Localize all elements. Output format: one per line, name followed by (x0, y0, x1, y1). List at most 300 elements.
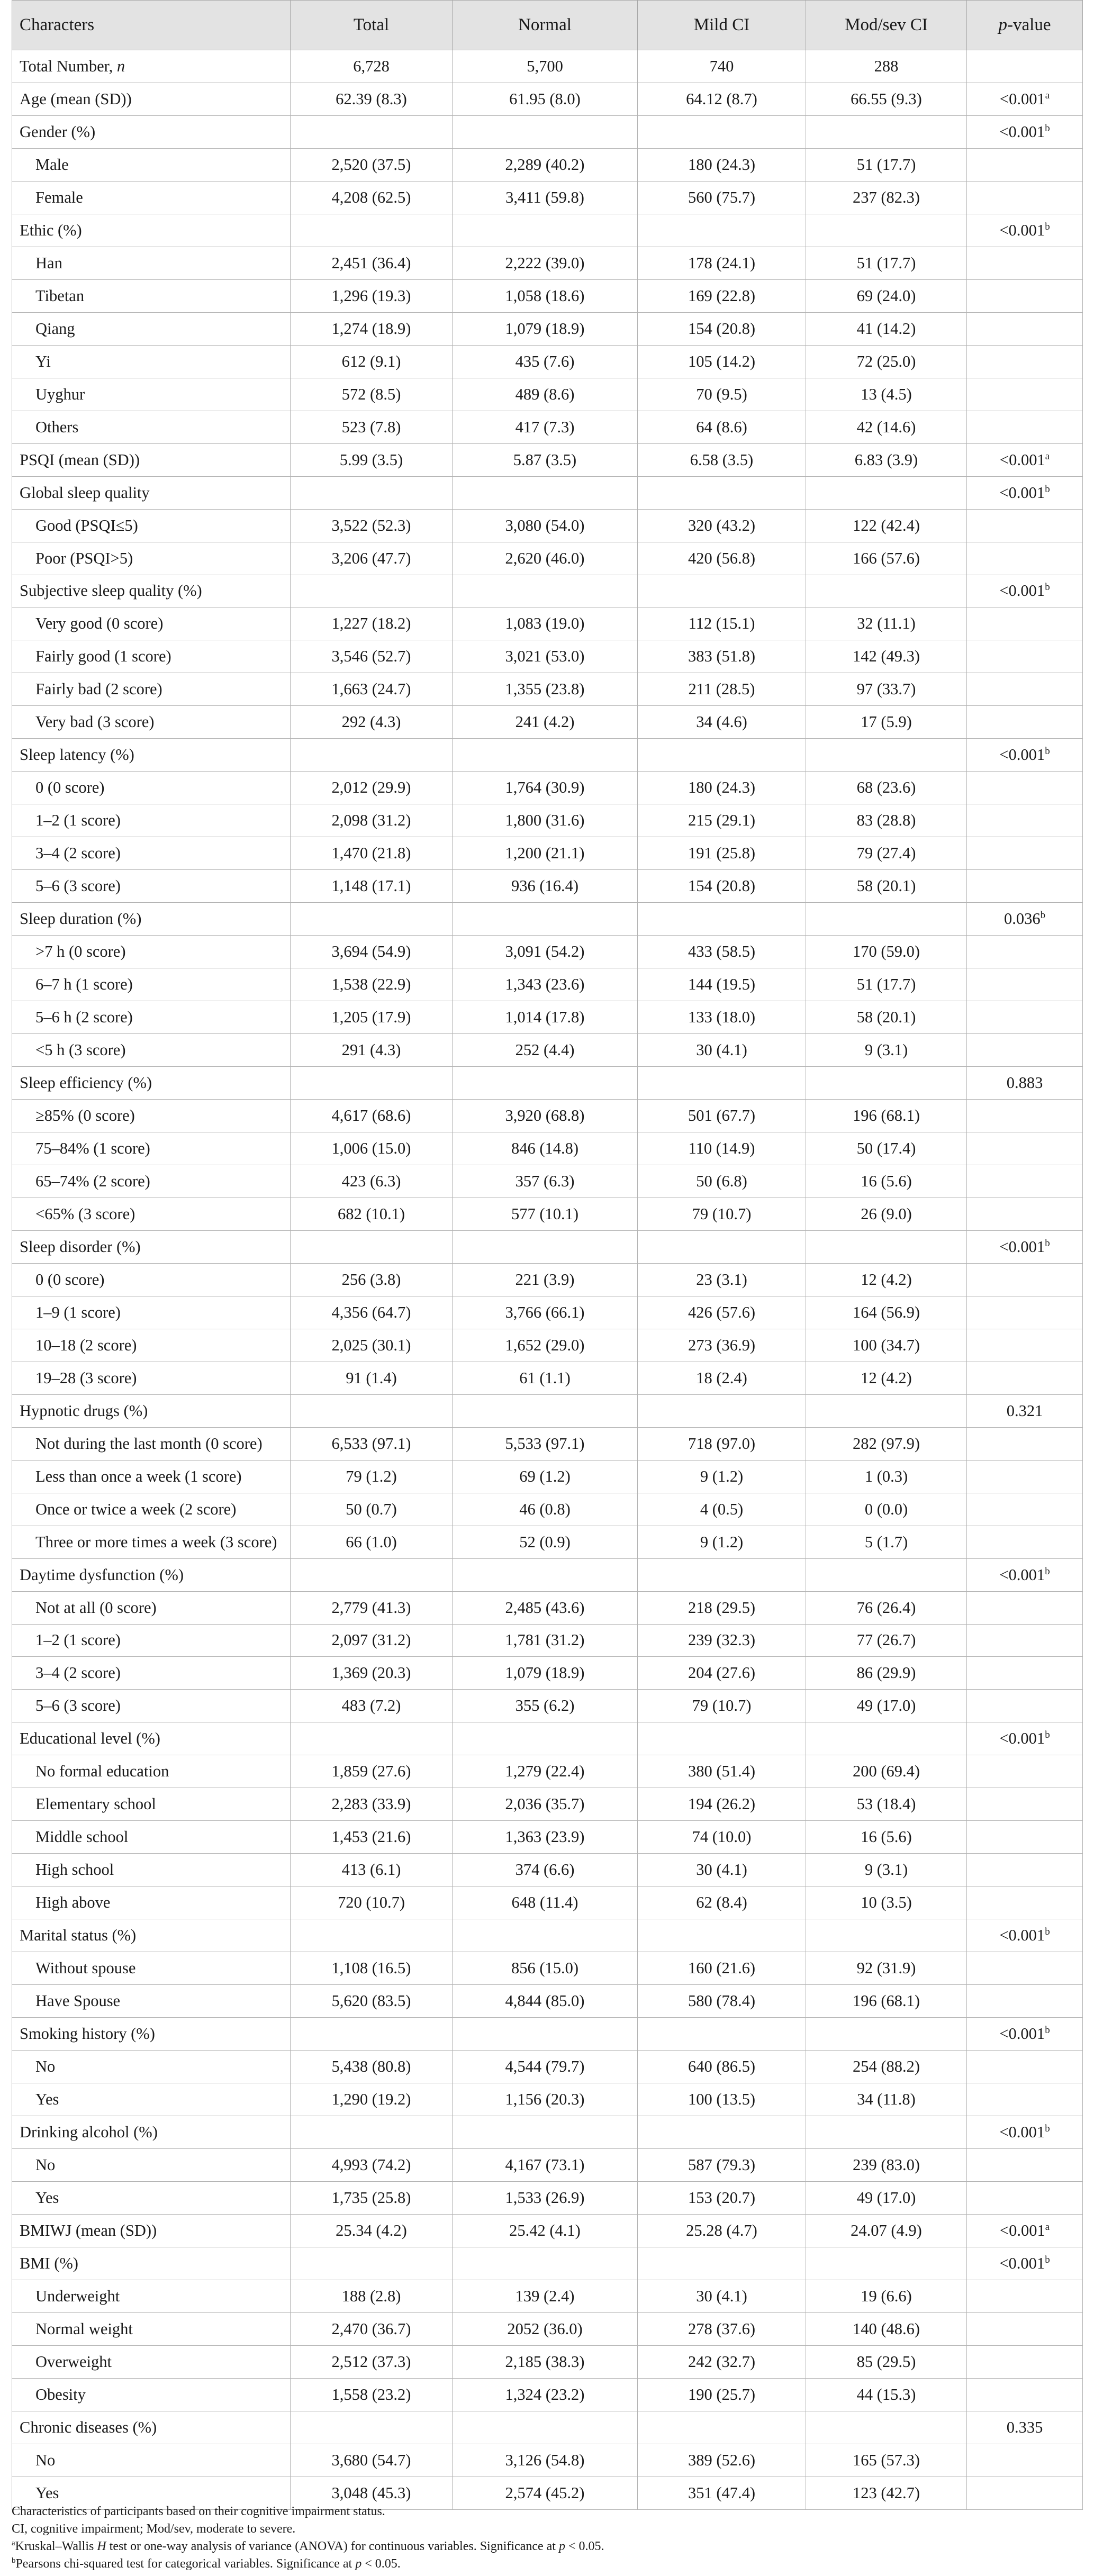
row-label-text: 10–18 (2 score) (35, 1336, 137, 1354)
cell-mild-ci (638, 575, 806, 607)
row-label (12, 1165, 291, 1198)
table-row-category (12, 115, 1083, 148)
footnote-b-marker: b (12, 2556, 16, 2565)
table-row-subitem (12, 279, 1083, 312)
cell-normal: 69 (1.2) (453, 1460, 638, 1493)
cell-p-value (967, 148, 1083, 181)
table-row-subitem (12, 1591, 1083, 1624)
table-row-subitem (12, 2083, 1083, 2116)
cell-total: 292 (4.3) (291, 706, 453, 739)
table-row-subitem (12, 1296, 1083, 1329)
row-label-text: 5–6 (3 score) (35, 1697, 121, 1715)
cell-normal: 1,533 (26.9) (453, 2181, 638, 2214)
cell-normal: 374 (6.6) (453, 1854, 638, 1886)
cell-p-value (967, 1886, 1083, 1919)
row-label (12, 968, 291, 1001)
cell-normal: 5.87 (3.5) (453, 443, 638, 476)
row-label (12, 2345, 291, 2378)
cell-modsev-ci (806, 476, 967, 509)
table-row-category (12, 2214, 1083, 2247)
cell-p-value (967, 1230, 1083, 1263)
cell-total: 4,993 (74.2) (291, 2149, 453, 2182)
cell-total: 1,663 (24.7) (291, 673, 453, 706)
row-label-text: 3–4 (2 score) (35, 1664, 121, 1682)
cell-mild-ci: 273 (36.9) (638, 1329, 806, 1362)
row-label (12, 870, 291, 903)
cell-total: 291 (4.3) (291, 1034, 453, 1067)
row-label (12, 706, 291, 739)
table-row-subitem (12, 2149, 1083, 2182)
table-row-subitem (12, 1624, 1083, 1657)
cell-normal: 221 (3.9) (453, 1263, 638, 1296)
cell-mild-ci: 4 (0.5) (638, 1493, 806, 1526)
cell-normal: 489 (8.6) (453, 378, 638, 411)
cell-p-value (967, 1526, 1083, 1558)
table-row-subitem (12, 1460, 1083, 1493)
row-label-text: ≥85% (0 score) (35, 1106, 135, 1124)
row-label-text: Sleep duration (%) (20, 910, 142, 928)
cell-p-value (967, 2083, 1083, 2116)
cell-p-value (967, 1263, 1083, 1296)
row-label (12, 1755, 291, 1788)
footnote-a-text-2: test or one-way analysis of variance (ANOVA) for continuous variables. Significance at (106, 2539, 559, 2553)
table-row-category (12, 2018, 1083, 2051)
cell-p-value (967, 2378, 1083, 2411)
p-value-text: <0.001 (999, 582, 1045, 600)
cell-normal: 52 (0.9) (453, 1526, 638, 1558)
cell-normal: 139 (2.4) (453, 2280, 638, 2312)
cell-mild-ci: 178 (24.1) (638, 247, 806, 279)
row-label-text: Female (35, 188, 83, 206)
footnote-b-p: p (355, 2557, 362, 2571)
footnote-a-p: p (558, 2539, 565, 2553)
row-label-text: Subjective sleep quality (%) (20, 582, 202, 600)
row-label-text: Age (mean (SD)) (20, 89, 132, 108)
row-label (12, 2444, 291, 2477)
cell-p-value (967, 2051, 1083, 2083)
cell-normal: 1,764 (30.9) (453, 772, 638, 804)
cell-total: 2,451 (36.4) (291, 247, 453, 279)
row-label-text: >7 h (0 score) (35, 942, 126, 961)
footnote-b-text-2: < 0.05. (361, 2557, 401, 2571)
p-value-footnote-marker: b (1045, 483, 1050, 495)
table-caption: Characteristics of participants based on their cognitive impairment status. (12, 2505, 385, 2518)
cell-normal: 1,355 (23.8) (453, 673, 638, 706)
cell-mild-ci: 211 (28.5) (638, 673, 806, 706)
row-label (12, 1034, 291, 1067)
table-footnotes (12, 2503, 604, 2573)
cell-mild-ci: 278 (37.6) (638, 2312, 806, 2345)
row-label (12, 2214, 291, 2247)
row-label (12, 2411, 291, 2444)
table-row-subitem (12, 148, 1083, 181)
header-p-value (967, 1, 1083, 50)
row-label (12, 936, 291, 968)
row-label (12, 1067, 291, 1100)
row-label (12, 1362, 291, 1394)
table-row-category (12, 83, 1083, 115)
row-label-italic: n (116, 57, 125, 75)
p-value-footnote-marker: b (1045, 746, 1050, 757)
row-label-text: Fairly good (1 score) (35, 647, 171, 666)
cell-p-value (967, 2280, 1083, 2312)
cell-modsev-ci: 16 (5.6) (806, 1821, 967, 1854)
row-label (12, 509, 291, 542)
cell-modsev-ci (806, 1722, 967, 1755)
cell-p-value (967, 1624, 1083, 1657)
row-label (12, 476, 291, 509)
row-label-text: Uyghur (35, 385, 85, 403)
cell-normal (453, 115, 638, 148)
cell-total: 3,546 (52.7) (291, 640, 453, 673)
cell-total (291, 2018, 453, 2051)
table-row-subitem (12, 673, 1083, 706)
cell-p-value (967, 1690, 1083, 1722)
row-label-text: Once or twice a week (2 score) (35, 1500, 237, 1518)
row-label-text: PSQI (mean (SD)) (20, 450, 140, 469)
cell-p-value (967, 345, 1083, 378)
row-label (12, 1263, 291, 1296)
cell-normal: 1,652 (29.0) (453, 1329, 638, 1362)
cell-total: 2,098 (31.2) (291, 804, 453, 837)
cell-mild-ci: 62 (8.4) (638, 1886, 806, 1919)
row-label (12, 1886, 291, 1919)
row-label-text: 75–84% (1 score) (35, 1139, 150, 1157)
row-label-text: Not during the last month (0 score) (35, 1434, 263, 1453)
row-label (12, 50, 291, 83)
table-container (12, 0, 1082, 2510)
cell-modsev-ci: 196 (68.1) (806, 1985, 967, 2018)
cell-total (291, 1919, 453, 1952)
cell-mild-ci: 380 (51.4) (638, 1755, 806, 1788)
cell-p-value (967, 1591, 1083, 1624)
cell-normal (453, 575, 638, 607)
cell-mild-ci: 30 (4.1) (638, 1854, 806, 1886)
cell-normal: 1,014 (17.8) (453, 1001, 638, 1034)
row-label-text: Without spouse (35, 1959, 136, 1978)
cell-normal: 25.42 (4.1) (453, 2214, 638, 2247)
cell-normal: 3,411 (59.8) (453, 181, 638, 214)
cell-total: 523 (7.8) (291, 411, 453, 443)
row-label (12, 2378, 291, 2411)
row-label-text: 1–2 (1 score) (35, 811, 121, 830)
cell-modsev-ci: 32 (11.1) (806, 607, 967, 640)
cell-mild-ci: 64.12 (8.7) (638, 83, 806, 115)
table-row-category (12, 1067, 1083, 1100)
cell-total: 572 (8.5) (291, 378, 453, 411)
cell-total: 1,274 (18.9) (291, 312, 453, 345)
cell-total: 256 (3.8) (291, 1263, 453, 1296)
p-value-footnote-marker: b (1045, 2123, 1050, 2134)
cell-p-value (967, 1493, 1083, 1526)
table-row-subitem (12, 312, 1083, 345)
table-header (12, 1, 1083, 50)
row-label (12, 772, 291, 804)
cell-total: 1,859 (27.6) (291, 1755, 453, 1788)
cell-modsev-ci: 50 (17.4) (806, 1132, 967, 1165)
cell-mild-ci: 242 (32.7) (638, 2345, 806, 2378)
row-label (12, 2018, 291, 2051)
p-value-footnote-marker: b (1045, 1237, 1050, 1249)
cell-total: 1,538 (22.9) (291, 968, 453, 1001)
row-label-text: Yes (35, 2188, 59, 2207)
cell-total: 2,470 (36.7) (291, 2312, 453, 2345)
row-label-text: 6–7 h (1 score) (35, 975, 133, 994)
table-row-subitem (12, 542, 1083, 575)
cell-total: 3,694 (54.9) (291, 936, 453, 968)
cell-mild-ci: 180 (24.3) (638, 772, 806, 804)
cell-modsev-ci (806, 2116, 967, 2149)
cell-p-value (967, 2018, 1083, 2051)
cell-total: 1,470 (21.8) (291, 837, 453, 870)
p-value-text: <0.001 (999, 122, 1045, 141)
row-label-text: Obesity (35, 2385, 86, 2403)
p-value-text: <0.001 (999, 2254, 1045, 2272)
table-row-subitem (12, 772, 1083, 804)
row-label-text: Qiang (35, 319, 75, 338)
cell-modsev-ci: 123 (42.7) (806, 2477, 967, 2509)
cell-total: 1,290 (19.2) (291, 2083, 453, 2116)
cell-p-value (967, 607, 1083, 640)
row-label-text: 0 (0 score) (35, 778, 105, 797)
row-label (12, 115, 291, 148)
row-label-text: <65% (3 score) (35, 1204, 135, 1223)
cell-mild-ci: 351 (47.4) (638, 2477, 806, 2509)
row-label (12, 2181, 291, 2214)
cell-total: 4,617 (68.6) (291, 1100, 453, 1132)
cell-modsev-ci (806, 903, 967, 936)
cell-normal: 1,781 (31.2) (453, 1624, 638, 1657)
cell-total (291, 1230, 453, 1263)
table-row-subitem (12, 1821, 1083, 1854)
table-row-category (12, 2116, 1083, 2149)
row-label (12, 804, 291, 837)
cell-modsev-ci: 5 (1.7) (806, 1526, 967, 1558)
row-label-text: Fairly bad (2 score) (35, 680, 162, 699)
header-mild-ci: Mild CI (638, 1, 806, 50)
cell-modsev-ci (806, 739, 967, 772)
cell-normal (453, 1919, 638, 1952)
row-label (12, 1854, 291, 1886)
cell-mild-ci: 144 (19.5) (638, 968, 806, 1001)
table-row-subitem (12, 936, 1083, 968)
table-row-subitem (12, 1952, 1083, 1985)
row-label-text: High above (35, 1893, 111, 1912)
cell-mild-ci (638, 1230, 806, 1263)
row-label-text: Han (35, 253, 62, 272)
cell-total: 1,108 (16.5) (291, 1952, 453, 1985)
cell-total: 423 (6.3) (291, 1165, 453, 1198)
cell-modsev-ci: 68 (23.6) (806, 772, 967, 804)
cell-total: 720 (10.7) (291, 1886, 453, 1919)
cell-mild-ci: 160 (21.6) (638, 1952, 806, 1985)
row-label-text: Underweight (35, 2287, 120, 2305)
row-label (12, 1558, 291, 1591)
p-value-text: 0.883 (1006, 1074, 1043, 1092)
cell-modsev-ci: 288 (806, 50, 967, 83)
cell-mild-ci: 239 (32.3) (638, 1624, 806, 1657)
cell-mild-ci: 204 (27.6) (638, 1657, 806, 1690)
cell-modsev-ci: 49 (17.0) (806, 1690, 967, 1722)
header-modsev-ci: Mod/sev CI (806, 1, 967, 50)
p-value-text: <0.001 (999, 746, 1045, 764)
cell-mild-ci: 218 (29.5) (638, 1591, 806, 1624)
cell-modsev-ci: 200 (69.4) (806, 1755, 967, 1788)
row-label (12, 443, 291, 476)
cell-modsev-ci: 86 (29.9) (806, 1657, 967, 1690)
row-label-text: Total Number, (20, 57, 117, 75)
cell-modsev-ci: 97 (33.7) (806, 673, 967, 706)
header-p-rest: -value (1007, 15, 1051, 34)
table-row-subitem (12, 870, 1083, 903)
row-label (12, 1329, 291, 1362)
row-label-text: No formal education (35, 1762, 169, 1781)
cell-total: 2,025 (30.1) (291, 1329, 453, 1362)
cell-p-value (967, 83, 1083, 115)
cell-normal: 3,091 (54.2) (453, 936, 638, 968)
cell-mild-ci: 640 (86.5) (638, 2051, 806, 2083)
cell-normal: 1,343 (23.6) (453, 968, 638, 1001)
cell-mild-ci (638, 2247, 806, 2280)
cell-modsev-ci: 12 (4.2) (806, 1263, 967, 1296)
table-row-subitem (12, 411, 1083, 443)
cell-mild-ci: 30 (4.1) (638, 2280, 806, 2312)
row-label (12, 1952, 291, 1985)
row-label (12, 1132, 291, 1165)
row-label-text: Chronic diseases (%) (20, 2418, 157, 2436)
table-row-subitem (12, 2345, 1083, 2378)
cell-mild-ci: 426 (57.6) (638, 1296, 806, 1329)
row-label-text: No (35, 2155, 56, 2174)
row-label-text: 65–74% (2 score) (35, 1172, 150, 1190)
row-label-text: Yes (35, 2090, 59, 2109)
table-row-subitem (12, 1886, 1083, 1919)
cell-modsev-ci: 9 (3.1) (806, 1854, 967, 1886)
table-row-subitem (12, 1526, 1083, 1558)
cell-p-value (967, 214, 1083, 247)
cell-p-value (967, 1132, 1083, 1165)
cell-p-value (967, 1952, 1083, 1985)
cell-normal: 241 (4.2) (453, 706, 638, 739)
cell-normal (453, 2411, 638, 2444)
cell-p-value (967, 1460, 1083, 1493)
cell-normal: 1,324 (23.2) (453, 2378, 638, 2411)
row-label-text: Sleep disorder (%) (20, 1237, 141, 1256)
row-label-text: No (35, 2057, 56, 2076)
row-label (12, 1427, 291, 1460)
row-label (12, 1198, 291, 1230)
cell-modsev-ci: 237 (82.3) (806, 181, 967, 214)
cell-mild-ci: 64 (8.6) (638, 411, 806, 443)
cell-p-value (967, 804, 1083, 837)
cell-total: 2,012 (29.9) (291, 772, 453, 804)
row-label-text: Male (35, 155, 69, 174)
cell-modsev-ci: 239 (83.0) (806, 2149, 967, 2182)
cell-mild-ci: 23 (3.1) (638, 1263, 806, 1296)
table-body (12, 50, 1083, 2510)
cell-total: 483 (7.2) (291, 1690, 453, 1722)
cell-normal: 577 (10.1) (453, 1198, 638, 1230)
row-label (12, 1985, 291, 2018)
cell-normal (453, 1558, 638, 1591)
row-label-text: <5 h (3 score) (35, 1041, 126, 1059)
p-value-text: <0.001 (999, 89, 1045, 108)
row-label (12, 673, 291, 706)
cell-total (291, 1394, 453, 1427)
cell-modsev-ci: 49 (17.0) (806, 2181, 967, 2214)
cell-normal: 5,533 (97.1) (453, 1427, 638, 1460)
cell-p-value (967, 1558, 1083, 1591)
cell-mild-ci: 79 (10.7) (638, 1198, 806, 1230)
table-row-subitem (12, 1100, 1083, 1132)
row-label (12, 607, 291, 640)
cell-total (291, 739, 453, 772)
cell-mild-ci: 383 (51.8) (638, 640, 806, 673)
cell-normal: 46 (0.8) (453, 1493, 638, 1526)
cell-total: 2,283 (33.9) (291, 1788, 453, 1821)
cell-mild-ci (638, 476, 806, 509)
cell-mild-ci: 105 (14.2) (638, 345, 806, 378)
cell-normal: 1,156 (20.3) (453, 2083, 638, 2116)
cell-normal: 1,058 (18.6) (453, 279, 638, 312)
p-value-text: <0.001 (999, 221, 1045, 239)
table-row-subitem (12, 1657, 1083, 1690)
cell-p-value (967, 1067, 1083, 1100)
cell-normal: 3,021 (53.0) (453, 640, 638, 673)
p-value-footnote-marker: b (1045, 582, 1050, 593)
cell-modsev-ci: 166 (57.6) (806, 542, 967, 575)
cell-normal: 435 (7.6) (453, 345, 638, 378)
row-label-text: Smoking history (%) (20, 2025, 155, 2043)
cell-p-value (967, 1296, 1083, 1329)
cell-normal (453, 1067, 638, 1100)
row-label (12, 2280, 291, 2312)
cell-total: 5.99 (3.5) (291, 443, 453, 476)
cell-p-value (967, 706, 1083, 739)
cell-modsev-ci: 140 (48.6) (806, 2312, 967, 2345)
cell-total: 1,148 (17.1) (291, 870, 453, 903)
cell-normal: 2052 (36.0) (453, 2312, 638, 2345)
cell-normal: 2,485 (43.6) (453, 1591, 638, 1624)
cell-total: 1,369 (20.3) (291, 1657, 453, 1690)
cell-p-value (967, 772, 1083, 804)
cell-p-value (967, 2181, 1083, 2214)
cell-normal: 648 (11.4) (453, 1886, 638, 1919)
cell-normal: 417 (7.3) (453, 411, 638, 443)
row-label (12, 837, 291, 870)
cell-mild-ci: 718 (97.0) (638, 1427, 806, 1460)
table-row-subitem (12, 1690, 1083, 1722)
cell-mild-ci: 6.58 (3.5) (638, 443, 806, 476)
cell-mild-ci: 18 (2.4) (638, 1362, 806, 1394)
table-row-category (12, 1558, 1083, 1591)
cell-mild-ci (638, 739, 806, 772)
row-label-text: Ethic (%) (20, 221, 82, 239)
row-label-text: Elementary school (35, 1795, 156, 1813)
row-label (12, 1657, 291, 1690)
header-normal: Normal (453, 1, 638, 50)
row-label-text: Good (PSQI≤5) (35, 516, 138, 534)
cell-p-value (967, 2214, 1083, 2247)
cell-modsev-ci: 13 (4.5) (806, 378, 967, 411)
row-label (12, 312, 291, 345)
cell-modsev-ci: 0 (0.0) (806, 1493, 967, 1526)
p-value-text: 0.036 (1003, 910, 1041, 928)
row-label-text: BMI (%) (20, 2254, 78, 2272)
p-value-text: <0.001 (999, 483, 1045, 502)
cell-mild-ci: 433 (58.5) (638, 936, 806, 968)
row-label (12, 1591, 291, 1624)
